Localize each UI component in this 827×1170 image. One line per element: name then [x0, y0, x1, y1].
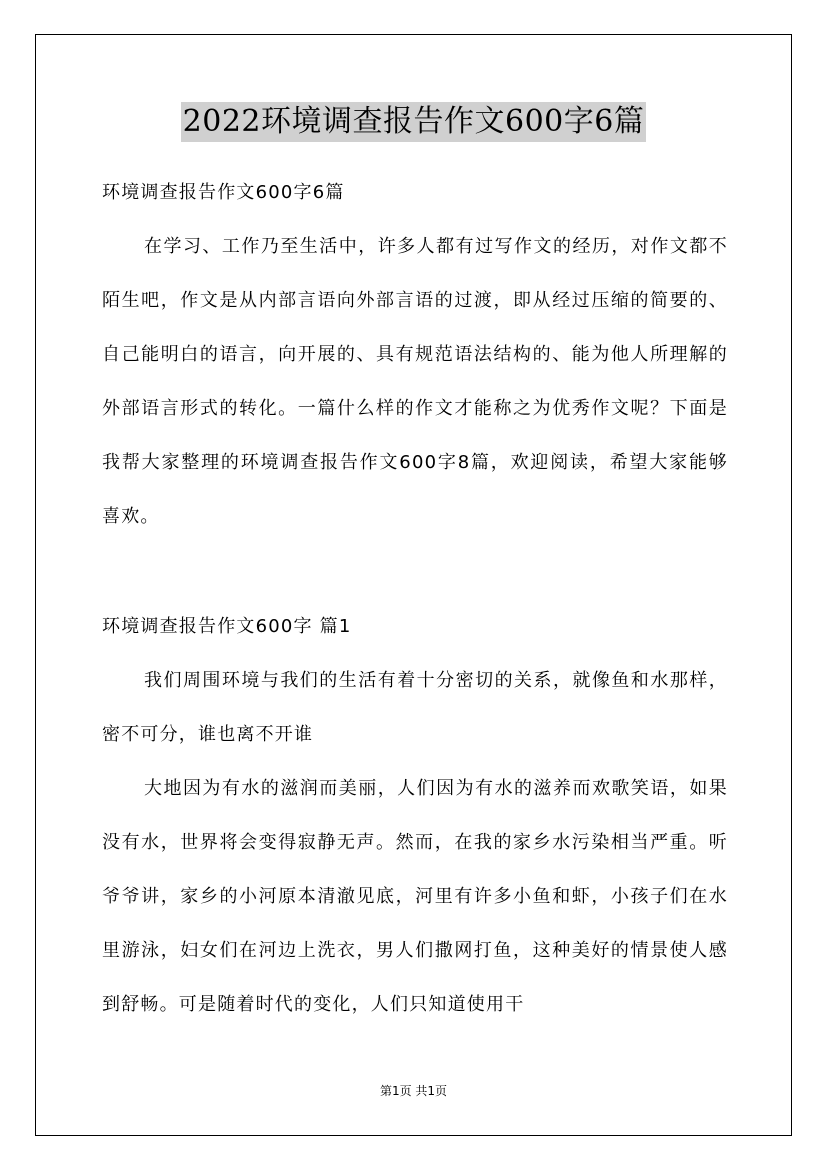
section-heading: 环境调查报告作文600字 篇1 — [102, 616, 352, 637]
page-footer: 第1页 共1页 — [379, 1084, 448, 1098]
body-paragraph-2: 大地因为有水的滋润而美丽，人们因为有水的滋养而欢歌笑语，如果没有水，世界将会变得寂静无声。然而，在我的家乡水污染相当严重。听爷爷讲，家乡的小河原本清澈见底，河里有许多小鱼和虾，小孩子们在水里游泳，妇女们在河边上洗衣，男人们撒网打鱼，这种美好的情景使人感到舒畅。可是随着时代的变化，人们只知道使用干 — [102, 778, 728, 1015]
document-title: 2022环境调查报告作文600字6篇 — [181, 102, 647, 142]
intro-paragraph: 在学习、工作乃至生活中，许多人都有过写作文的经历，对作文都不陌生吧，作文是从内部言语向外部言语的过渡，即从经过压缩的简要的、自己能明白的语言，向开展的、具有规范语法结构的、能为他人所理解的外部语言形式的转化。一篇什么样的作文才能称之为优秀作文呢？下面是我帮大家整理的环境调查报告作文600字8篇，欢迎阅读，希望大家能够喜欢。 — [102, 236, 728, 527]
body-paragraph-1: 我们周围环境与我们的生活有着十分密切的关系，就像鱼和水那样，密不可分，谁也离不开谁 — [102, 670, 728, 745]
title-container — [0, 102, 827, 142]
document-subtitle: 环境调查报告作文600字6篇 — [102, 182, 345, 203]
